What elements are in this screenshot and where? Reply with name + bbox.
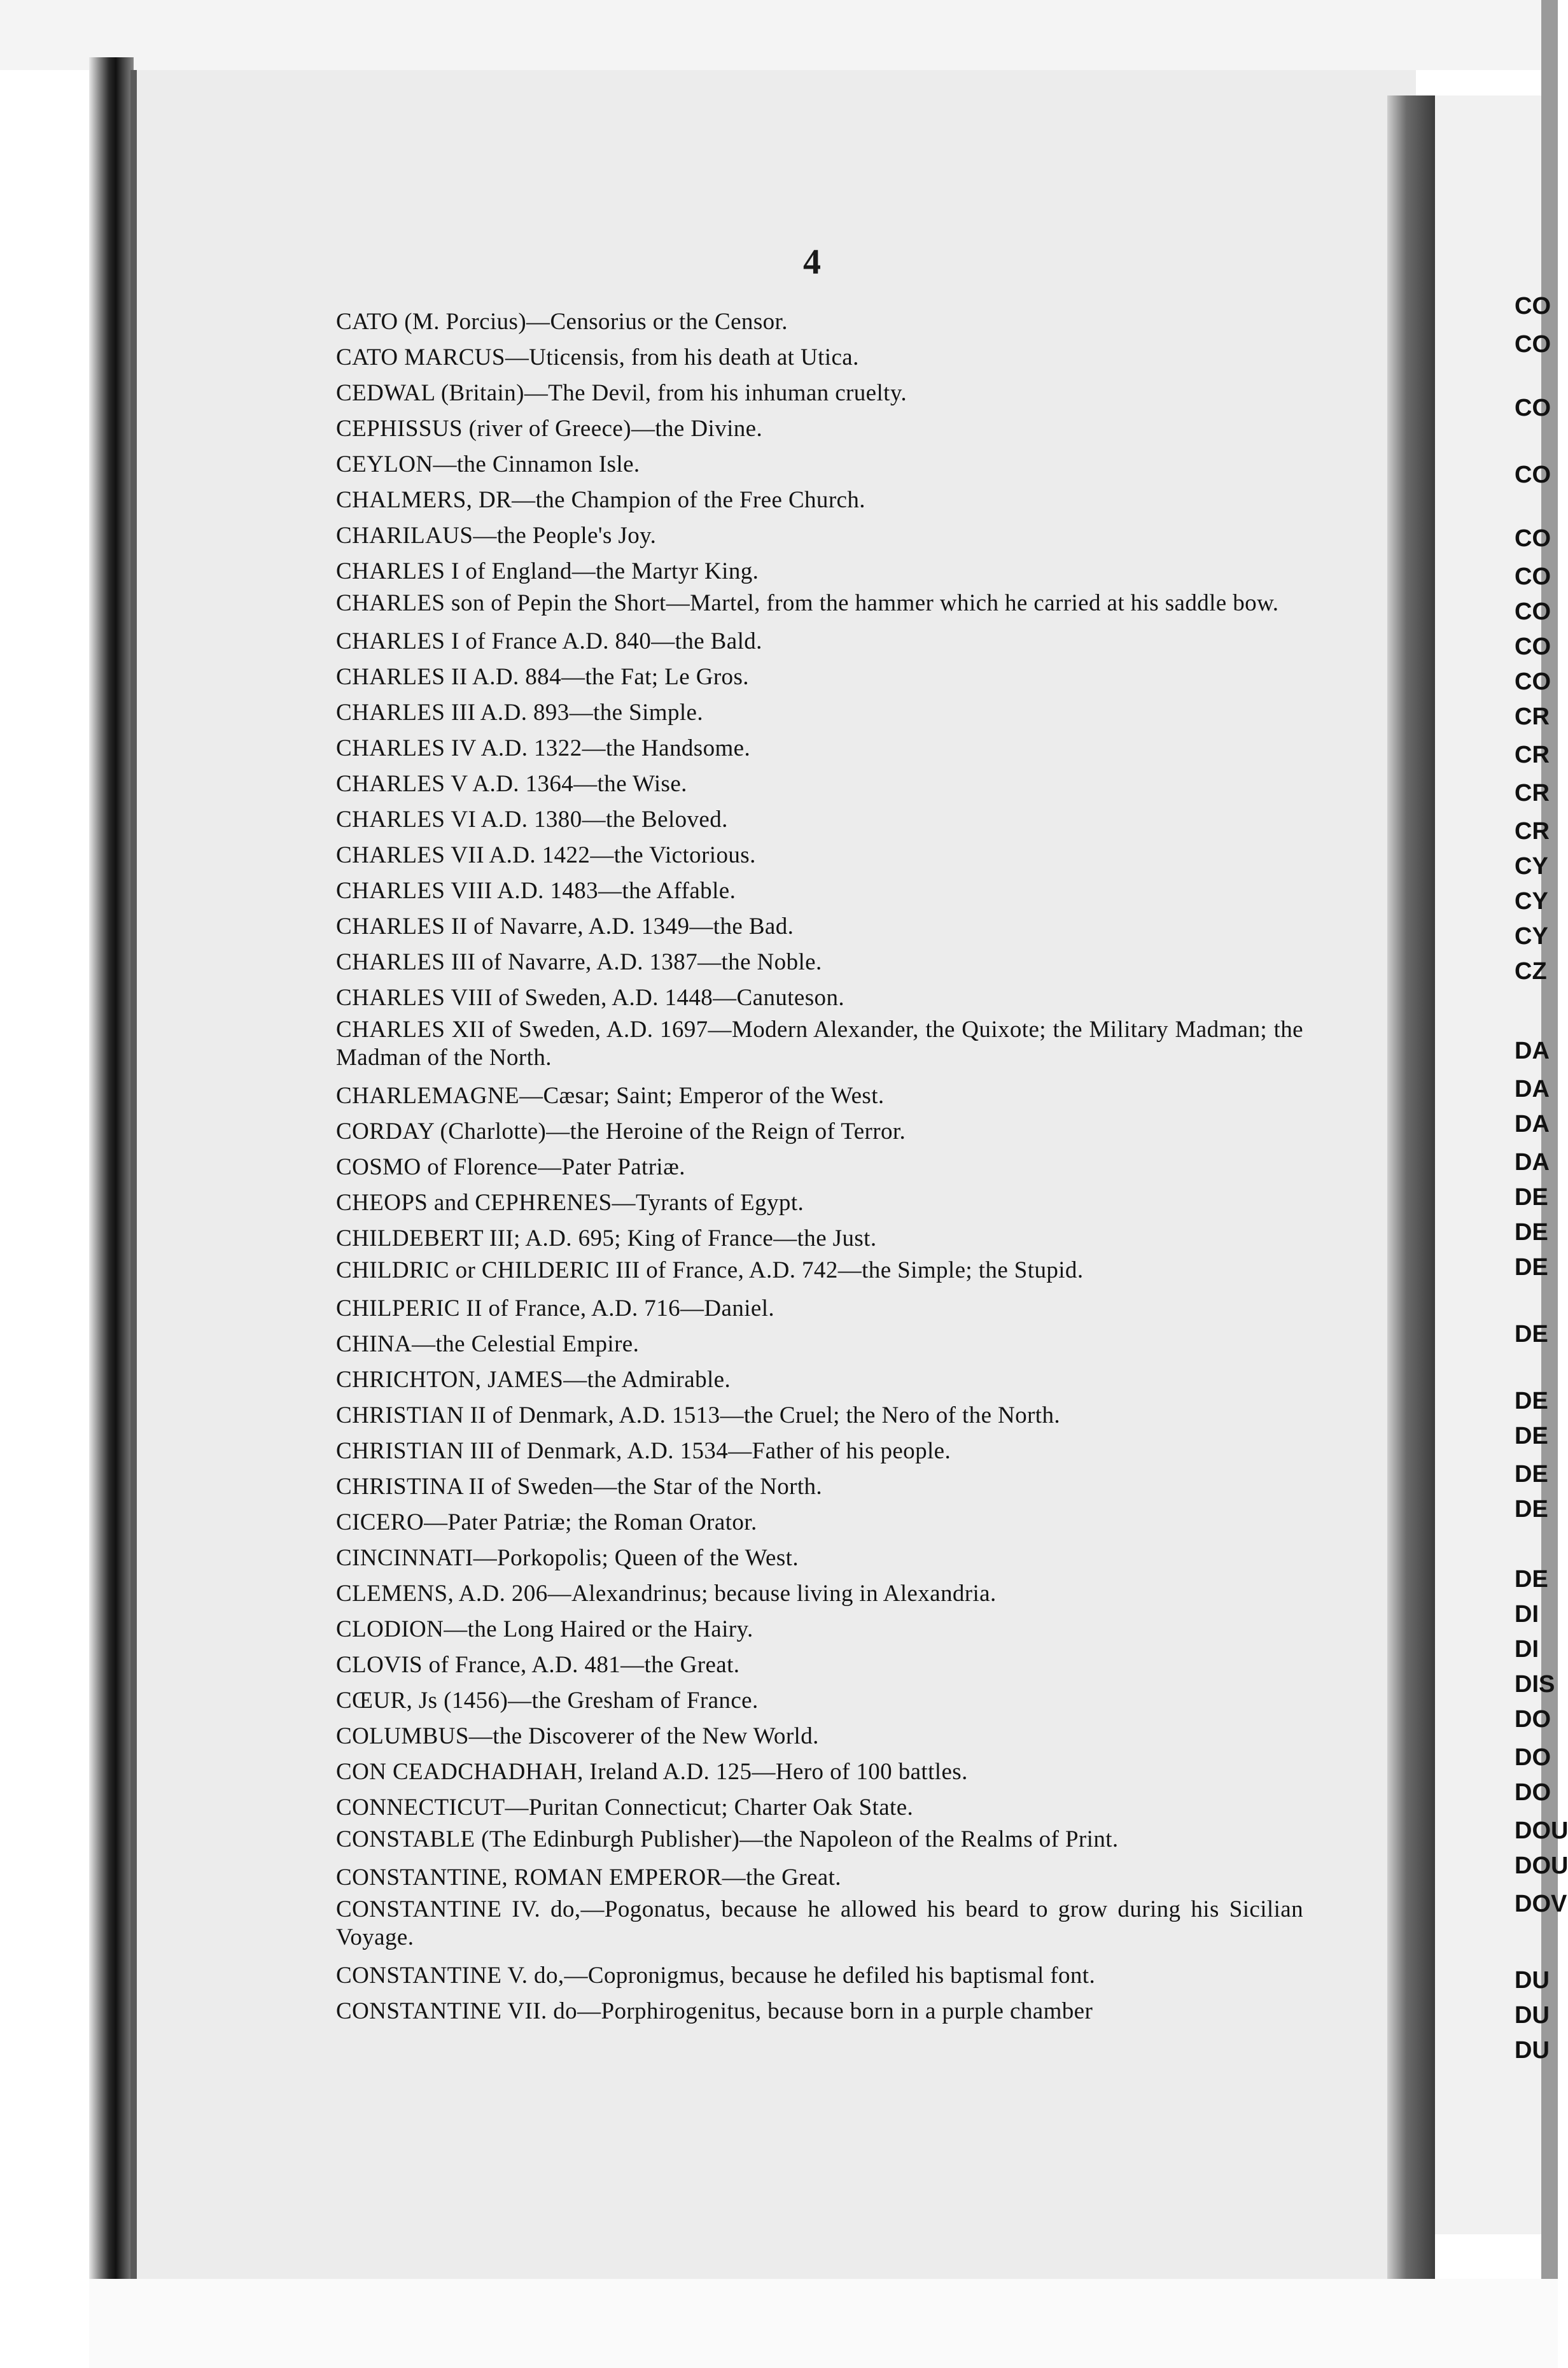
facing-fragment: CR	[1515, 703, 1550, 730]
scan-bottom	[89, 2279, 1558, 2368]
entry: CHARLES I of England—the Martyr King.	[336, 558, 759, 584]
entry: CHARLES VI A.D. 1380—the Beloved.	[336, 807, 728, 833]
facing-fragment: DO	[1515, 1779, 1551, 1806]
entry: CHARLES VIII of Sweden, A.D. 1448—Canuteson.	[336, 985, 845, 1011]
entry-list	[336, 304, 1303, 2029]
facing-fragment: DA	[1515, 1149, 1550, 1176]
entry: CONSTANTINE IV. do,—Pogonatus, because he allowed his beard to grow during his Sicilian Voyage.	[336, 1896, 1303, 1950]
facing-fragment: CO	[1515, 331, 1551, 358]
entry: CONNECTICUT—Puritan Connecticut; Charter Oak State.	[336, 1794, 914, 1821]
facing-fragment: CR	[1515, 780, 1550, 807]
facing-fragment: CY	[1515, 853, 1548, 880]
facing-fragment: CO	[1515, 563, 1551, 590]
facing-fragment: CO	[1515, 395, 1551, 421]
entry: CHARLES III of Navarre, A.D. 1387—the Noble.	[336, 949, 822, 975]
entry: CHARLES I of France A.D. 840—the Bald.	[336, 628, 762, 654]
facing-fragment: DU	[1515, 2037, 1550, 2064]
facing-fragment: CO	[1515, 462, 1551, 488]
entry: CHILDRIC or CHILDERIC III of France, A.D. 742—the Simple; the Stupid.	[336, 1257, 1084, 1283]
entry: CHARLES son of Pepin the Short—Martel, from the hammer which he carried at his saddle bow.	[336, 590, 1279, 616]
facing-fragment: DI	[1515, 1636, 1539, 1663]
entry: CORDAY (Charlotte)—the Heroine of the Reign of Terror.	[336, 1118, 906, 1145]
entry: CHILPERIC II of France, A.D. 716—Daniel.	[336, 1295, 775, 1321]
entry: CHARLES XII of Sweden, A.D. 1697—Modern Alexander, the Quixote; the Military Madman; the Madman of the North.	[336, 1017, 1303, 1071]
facing-fragment: CR	[1515, 818, 1550, 845]
entry: CHARLES V A.D. 1364—the Wise.	[336, 771, 687, 797]
entry: CHRICHTON, JAMES—the Admirable.	[336, 1367, 731, 1393]
facing-fragment: DA	[1515, 1076, 1550, 1103]
entry: CLOVIS of France, A.D. 481—the Great.	[336, 1652, 740, 1678]
facing-fragment: DIS	[1515, 1671, 1555, 1698]
entry: CHRISTIAN II of Denmark, A.D. 1513—the Cruel; the Nero of the North.	[336, 1402, 1061, 1428]
entry: CONSTANTINE, ROMAN EMPEROR—the Great.	[336, 1864, 841, 1891]
facing-fragment: DE	[1515, 1254, 1548, 1281]
entry: COLUMBUS—the Discoverer of the New World.	[336, 1723, 819, 1749]
entry: CLEMENS, A.D. 206—Alexandrinus; because living in Alexandria.	[336, 1581, 997, 1607]
entry: CATO (M. Porcius)—Censorius or the Censor.	[336, 309, 788, 335]
entry: CHARLES IV A.D. 1322—the Handsome.	[336, 735, 751, 761]
facing-fragment: CO	[1515, 668, 1551, 695]
facing-fragment: CO	[1515, 293, 1551, 320]
facing-fragment: DE	[1515, 1321, 1548, 1348]
facing-fragment: DOU	[1515, 1852, 1568, 1879]
facing-fragment: CZ	[1515, 958, 1547, 985]
facing-fragment: DE	[1515, 1461, 1548, 1488]
facing-fragment: CO	[1515, 525, 1551, 552]
entry: CHARLES II of Navarre, A.D. 1349—the Bad.	[336, 913, 794, 940]
facing-fragment: CO	[1515, 598, 1551, 625]
facing-fragment: DOU	[1515, 1817, 1568, 1844]
entry: COSMO of Florence—Pater Patriæ.	[336, 1154, 685, 1180]
facing-fragment: DO	[1515, 1706, 1551, 1733]
entry: CONSTABLE (The Edinburgh Publisher)—the Napoleon of the Realms of Print.	[336, 1826, 1119, 1852]
entry: CEPHISSUS (river of Greece)—the Divine.	[336, 416, 763, 442]
facing-fragment: DE	[1515, 1219, 1548, 1246]
entry: CINCINNATI—Porkopolis; Queen of the West.	[336, 1545, 799, 1571]
entry: CLODION—the Long Haired or the Hairy.	[336, 1616, 753, 1642]
entry: CONSTANTINE VII. do—Porphirogenitus, because born in a purple chamber	[336, 1998, 1093, 2024]
page-number: 4	[803, 243, 821, 282]
entry: CHARILAUS—the People's Joy.	[336, 523, 657, 549]
entry: CHARLEMAGNE—Cæsar; Saint; Emperor of the West.	[336, 1083, 885, 1109]
entry: CHINA—the Celestial Empire.	[336, 1331, 640, 1357]
facing-fragment: DA	[1515, 1111, 1550, 1138]
book-spine	[89, 57, 134, 2285]
facing-fragment: DO	[1515, 1744, 1551, 1771]
facing-fragment: DE	[1515, 1423, 1548, 1449]
entry: CHALMERS, DR—the Champion of the Free Church.	[336, 487, 865, 513]
facing-fragment: CR	[1515, 742, 1550, 768]
entry: CHRISTIAN III of Denmark, A.D. 1534—Father of his people.	[336, 1438, 951, 1464]
facing-fragment: CY	[1515, 888, 1548, 915]
facing-fragment: DE	[1515, 1496, 1548, 1523]
facing-fragment: CO	[1515, 633, 1551, 660]
facing-fragment: DE	[1515, 1184, 1548, 1211]
entry: CHARLES VII A.D. 1422—the Victorious.	[336, 842, 756, 868]
facing-fragment: CY	[1515, 923, 1548, 950]
facing-fragment: DE	[1515, 1566, 1548, 1593]
entry: CHARLES II A.D. 884—the Fat; Le Gros.	[336, 664, 749, 690]
gutter-shadow	[1387, 95, 1435, 2285]
scan-background	[0, 0, 1558, 70]
facing-fragment: DI	[1515, 1601, 1539, 1628]
entry: CATO MARCUS—Uticensis, from his death at Utica.	[336, 344, 859, 370]
facing-fragment: DOV	[1515, 1891, 1567, 1917]
entry: CONSTANTINE V. do,—Copronigmus, because he defiled his baptismal font.	[336, 1963, 1096, 1989]
facing-fragment: DA	[1515, 1038, 1550, 1064]
entry: CON CEADCHADHAH, Ireland A.D. 125—Hero of 100 battles.	[336, 1759, 968, 1785]
facing-fragment: DU	[1515, 1967, 1550, 1994]
entry: CICERO—Pater Patriæ; the Roman Orator.	[336, 1509, 757, 1535]
facing-fragment: DE	[1515, 1388, 1548, 1414]
entry: CHEOPS and CEPHRENES—Tyrants of Egypt.	[336, 1190, 804, 1216]
entry: CEYLON—the Cinnamon Isle.	[336, 451, 640, 477]
entry: CHRISTINA II of Sweden—the Star of the North.	[336, 1474, 823, 1500]
facing-fragment: DU	[1515, 2002, 1550, 2029]
entry: CHARLES III A.D. 893—the Simple.	[336, 700, 704, 726]
entry: CHILDEBERT III; A.D. 695; King of France—the Just.	[336, 1225, 877, 1251]
entry: CEDWAL (Britain)—The Devil, from his inhuman cruelty.	[336, 380, 907, 406]
entry: CŒUR, Js (1456)—the Gresham of France.	[336, 1688, 759, 1714]
entry: CHARLES VIII A.D. 1483—the Affable.	[336, 878, 736, 904]
